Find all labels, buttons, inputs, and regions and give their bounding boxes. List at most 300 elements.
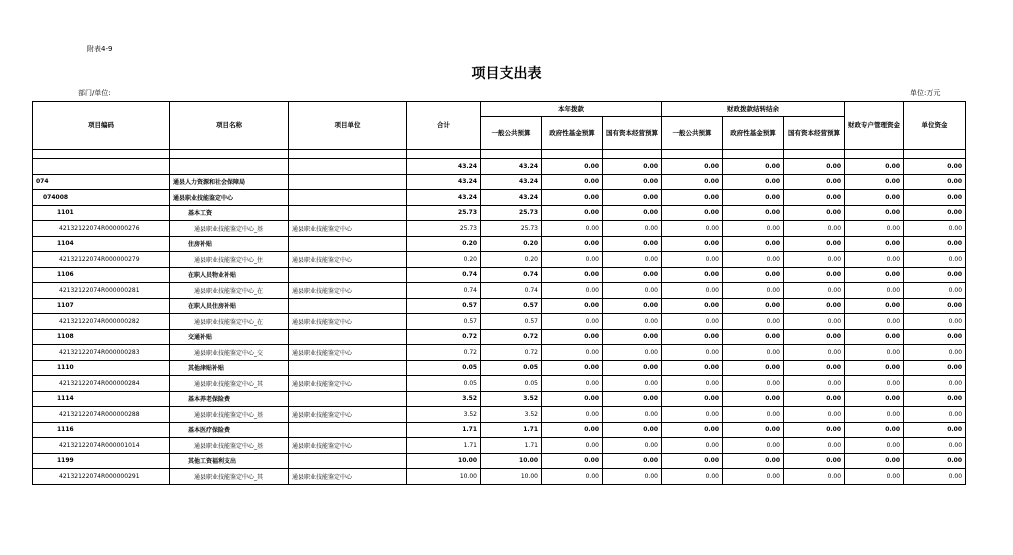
project-name-cell: 住房补贴	[170, 236, 289, 252]
amount-cell: 0.00	[723, 252, 784, 268]
amount-cell: 0.00	[662, 407, 723, 423]
amount-cell: 0.00	[904, 407, 966, 423]
amount-cell: 0.57	[481, 314, 542, 330]
amount-cell: 0.00	[784, 438, 845, 454]
amount-cell: 0.00	[723, 314, 784, 330]
page-title: 项目支出表	[471, 66, 542, 82]
amount-cell: 0.00	[723, 205, 784, 221]
amount-cell	[662, 150, 723, 159]
project-name-cell: 其他津贴补贴	[170, 360, 289, 376]
project-code-cell: 42132122074R000000279	[33, 252, 170, 268]
amount-cell: 0.00	[784, 360, 845, 376]
amount-cell: 0.00	[542, 345, 603, 361]
amount-cell: 0.00	[904, 469, 966, 485]
amount-cell: 0.00	[603, 391, 662, 407]
project-code-cell: 42132122074R000001014	[33, 438, 170, 454]
table-row	[33, 150, 966, 159]
amount-cell: 0.00	[904, 360, 966, 376]
amount-cell: 0.00	[603, 360, 662, 376]
amount-cell: 43.24	[481, 190, 542, 206]
amount-cell: 0.74	[407, 267, 481, 283]
amount-cell: 0.05	[407, 360, 481, 376]
amount-cell: 0.00	[662, 190, 723, 206]
amount-cell: 0.00	[603, 438, 662, 454]
amount-cell: 0.00	[603, 236, 662, 252]
header-sub: 国有资本经营预算	[784, 117, 845, 150]
table-row	[33, 236, 966, 252]
project-code-cell: 42132122074R000000283	[33, 345, 170, 361]
project-code-cell: 1110	[33, 360, 170, 376]
amount-cell: 0.72	[481, 345, 542, 361]
amount-cell: 0.00	[662, 422, 723, 438]
header-carryover: 财政拨款结转结余	[662, 102, 845, 117]
amount-cell	[904, 150, 966, 159]
header-own-fund: 单位资金	[904, 102, 966, 150]
amount-cell: 0.00	[662, 221, 723, 237]
project-code-cell: 42132122074R000000282	[33, 314, 170, 330]
amount-cell: 0.00	[662, 314, 723, 330]
amount-cell: 0.00	[662, 267, 723, 283]
amount-cell: 0.00	[784, 345, 845, 361]
amount-cell: 0.00	[662, 329, 723, 345]
amount-cell: 0.00	[662, 174, 723, 190]
amount-cell: 0.00	[904, 391, 966, 407]
amount-cell: 0.00	[784, 190, 845, 206]
amount-cell: 0.00	[723, 298, 784, 314]
header-name: 项目名称	[170, 102, 289, 150]
project-name-cell: 通县职业技能鉴定中心_其	[170, 376, 289, 392]
header-sub: 国有资本经营预算	[603, 117, 662, 150]
amount-cell: 0.00	[542, 174, 603, 190]
project-code-cell: 1104	[33, 236, 170, 252]
amount-cell: 0.00	[603, 205, 662, 221]
amount-cell: 0.00	[542, 469, 603, 485]
amount-cell: 0.00	[542, 407, 603, 423]
project-code-cell	[33, 150, 170, 159]
amount-cell: 0.00	[904, 221, 966, 237]
amount-cell: 0.00	[845, 453, 904, 469]
amount-cell: 0.00	[904, 329, 966, 345]
amount-cell: 0.00	[542, 252, 603, 268]
project-code-cell: 1114	[33, 391, 170, 407]
amount-cell: 0.00	[845, 391, 904, 407]
project-code-cell: 1107	[33, 298, 170, 314]
amount-cell: 1.71	[481, 422, 542, 438]
amount-cell: 0.00	[603, 190, 662, 206]
amount-cell: 0.00	[784, 174, 845, 190]
amount-cell: 0.00	[784, 159, 845, 175]
amount-cell: 0.00	[784, 252, 845, 268]
project-name-cell: 通县职业技能鉴定中心_基	[170, 438, 289, 454]
amount-cell: 0.00	[784, 298, 845, 314]
project-name-cell: 通县职业技能鉴定中心_在	[170, 314, 289, 330]
amount-cell: 1.71	[481, 438, 542, 454]
project-code-cell: 1101	[33, 205, 170, 221]
amount-cell: 0.00	[542, 376, 603, 392]
amount-cell: 0.00	[845, 190, 904, 206]
amount-cell: 0.00	[603, 267, 662, 283]
amount-cell: 0.00	[603, 345, 662, 361]
project-name-cell: 通县职业技能鉴定中心_交	[170, 345, 289, 361]
amount-cell: 0.00	[723, 221, 784, 237]
project-unit-cell: 通县职业技能鉴定中心	[289, 345, 407, 361]
project-name-cell: 通县职业技能鉴定中心_其	[170, 469, 289, 485]
project-code-cell: 42132122074R000000276	[33, 221, 170, 237]
amount-cell: 0.00	[662, 298, 723, 314]
amount-cell: 0.00	[904, 345, 966, 361]
project-code-cell: 42132122074R000000284	[33, 376, 170, 392]
project-unit-cell	[289, 391, 407, 407]
amount-cell: 0.00	[542, 159, 603, 175]
amount-cell: 0.00	[845, 267, 904, 283]
project-unit-cell	[289, 190, 407, 206]
amount-cell	[845, 150, 904, 159]
project-name-cell: 在职人员住房补贴	[170, 298, 289, 314]
project-unit-cell: 通县职业技能鉴定中心	[289, 407, 407, 423]
project-code-cell: 42132122074R000000281	[33, 283, 170, 299]
table-row	[33, 360, 966, 376]
project-code-cell: 1108	[33, 329, 170, 345]
amount-cell: 0.00	[784, 422, 845, 438]
project-unit-cell: 通县职业技能鉴定中心	[289, 438, 407, 454]
table-row	[33, 453, 966, 469]
amount-cell: 25.73	[481, 205, 542, 221]
amount-cell: 0.00	[542, 422, 603, 438]
header-total: 合计	[407, 102, 481, 150]
unit-label: 单位:万元	[910, 89, 941, 97]
amount-cell: 0.00	[784, 329, 845, 345]
amount-cell	[407, 150, 481, 159]
table-row	[33, 283, 966, 299]
amount-cell: 0.20	[481, 236, 542, 252]
project-unit-cell	[289, 267, 407, 283]
table-row	[33, 438, 966, 454]
amount-cell	[784, 150, 845, 159]
project-unit-cell	[289, 329, 407, 345]
table-row	[33, 221, 966, 237]
table-row	[33, 376, 966, 392]
table-row	[33, 314, 966, 330]
amount-cell: 0.00	[845, 422, 904, 438]
project-name-cell: 通县职业技能鉴定中心_在	[170, 283, 289, 299]
amount-cell: 0.00	[904, 376, 966, 392]
amount-cell: 0.00	[784, 469, 845, 485]
amount-cell: 0.00	[542, 329, 603, 345]
amount-cell: 0.20	[481, 252, 542, 268]
amount-cell: 3.52	[481, 391, 542, 407]
amount-cell	[723, 150, 784, 159]
project-unit-cell	[289, 159, 407, 175]
amount-cell: 0.20	[407, 252, 481, 268]
project-code-cell: 42132122074R000000288	[33, 407, 170, 423]
amount-cell: 0.74	[481, 267, 542, 283]
amount-cell: 0.00	[784, 314, 845, 330]
amount-cell: 10.00	[481, 469, 542, 485]
amount-cell: 0.00	[845, 205, 904, 221]
amount-cell: 0.00	[603, 252, 662, 268]
project-unit-cell: 通县职业技能鉴定中心	[289, 283, 407, 299]
amount-cell: 0.00	[845, 252, 904, 268]
amount-cell: 10.00	[481, 453, 542, 469]
amount-cell: 0.00	[723, 376, 784, 392]
project-unit-cell: 通县职业技能鉴定中心	[289, 221, 407, 237]
amount-cell: 0.00	[662, 345, 723, 361]
project-code-cell: 1116	[33, 422, 170, 438]
project-code-cell: 1199	[33, 453, 170, 469]
amount-cell: 3.52	[407, 407, 481, 423]
amount-cell: 0.72	[481, 329, 542, 345]
amount-cell: 0.00	[904, 283, 966, 299]
amount-cell: 43.24	[481, 159, 542, 175]
amount-cell: 0.00	[904, 453, 966, 469]
project-unit-cell	[289, 360, 407, 376]
amount-cell: 0.00	[845, 314, 904, 330]
amount-cell: 0.00	[542, 453, 603, 469]
amount-cell	[542, 150, 603, 159]
amount-cell: 0.00	[723, 190, 784, 206]
amount-cell: 0.00	[603, 314, 662, 330]
project-unit-cell	[289, 150, 407, 159]
amount-cell: 0.00	[784, 376, 845, 392]
amount-cell: 3.52	[481, 407, 542, 423]
project-name-cell	[170, 159, 289, 175]
project-name-cell: 其他工资福利支出	[170, 453, 289, 469]
header-sub: 政府性基金预算	[542, 117, 603, 150]
amount-cell: 0.00	[542, 283, 603, 299]
amount-cell: 0.00	[542, 298, 603, 314]
table-row	[33, 267, 966, 283]
amount-cell: 0.00	[662, 205, 723, 221]
amount-cell: 0.00	[845, 329, 904, 345]
amount-cell: 0.00	[904, 190, 966, 206]
amount-cell: 0.05	[407, 376, 481, 392]
amount-cell: 0.00	[784, 221, 845, 237]
project-unit-cell	[289, 298, 407, 314]
amount-cell: 0.00	[662, 159, 723, 175]
amount-cell: 43.24	[407, 174, 481, 190]
amount-cell: 0.00	[723, 469, 784, 485]
amount-cell: 0.74	[407, 283, 481, 299]
amount-cell: 25.73	[407, 221, 481, 237]
amount-cell: 0.00	[603, 329, 662, 345]
amount-cell: 0.00	[904, 298, 966, 314]
amount-cell: 0.00	[542, 190, 603, 206]
amount-cell: 0.00	[662, 236, 723, 252]
amount-cell: 43.24	[407, 159, 481, 175]
amount-cell: 0.00	[603, 469, 662, 485]
amount-cell: 0.00	[904, 438, 966, 454]
amount-cell: 0.74	[481, 283, 542, 299]
header-sub: 一般公共预算	[481, 117, 542, 150]
project-name-cell: 基本工资	[170, 205, 289, 221]
amount-cell: 0.00	[845, 159, 904, 175]
amount-cell: 0.00	[845, 174, 904, 190]
table-row	[33, 391, 966, 407]
amount-cell: 0.00	[723, 159, 784, 175]
amount-cell: 0.00	[904, 422, 966, 438]
amount-cell: 0.00	[904, 252, 966, 268]
project-unit-cell	[289, 205, 407, 221]
amount-cell: 0.00	[904, 174, 966, 190]
project-name-cell: 通县人力资源和社会保障局	[170, 174, 289, 190]
amount-cell: 0.00	[784, 407, 845, 423]
amount-cell: 0.00	[662, 360, 723, 376]
amount-cell: 0.00	[784, 236, 845, 252]
amount-cell: 0.00	[845, 376, 904, 392]
amount-cell: 0.00	[662, 376, 723, 392]
amount-cell: 0.00	[603, 283, 662, 299]
amount-cell: 0.00	[845, 236, 904, 252]
project-code-cell	[33, 159, 170, 175]
amount-cell: 0.00	[784, 267, 845, 283]
header-unit: 项目单位	[289, 102, 407, 150]
table-row	[33, 329, 966, 345]
amount-cell: 0.00	[723, 267, 784, 283]
amount-cell: 0.00	[723, 329, 784, 345]
amount-cell: 0.00	[662, 453, 723, 469]
amount-cell: 0.00	[603, 174, 662, 190]
header-special-fund: 财政专户管理资金	[845, 102, 904, 150]
amount-cell: 25.73	[481, 221, 542, 237]
annex-label: 附表4-9	[87, 45, 113, 53]
table-row	[33, 252, 966, 268]
amount-cell: 0.20	[407, 236, 481, 252]
amount-cell: 0.00	[845, 298, 904, 314]
amount-cell: 43.24	[407, 190, 481, 206]
project-code-cell: 074	[33, 174, 170, 190]
amount-cell: 0.00	[542, 267, 603, 283]
amount-cell	[481, 150, 542, 159]
amount-cell: 0.57	[407, 314, 481, 330]
amount-cell: 0.00	[723, 407, 784, 423]
project-name-cell	[170, 150, 289, 159]
table-row	[33, 190, 966, 206]
project-code-cell: 42132122074R000000291	[33, 469, 170, 485]
amount-cell: 0.00	[542, 205, 603, 221]
project-name-cell: 基本养老保险费	[170, 391, 289, 407]
amount-cell: 0.00	[784, 283, 845, 299]
project-expenditure-table	[32, 101, 966, 485]
amount-cell: 0.00	[723, 283, 784, 299]
amount-cell: 0.72	[407, 329, 481, 345]
amount-cell: 0.00	[784, 453, 845, 469]
amount-cell: 0.57	[407, 298, 481, 314]
amount-cell: 0.00	[603, 159, 662, 175]
amount-cell: 0.00	[723, 438, 784, 454]
amount-cell: 0.00	[723, 174, 784, 190]
amount-cell: 0.00	[845, 221, 904, 237]
amount-cell: 0.00	[904, 236, 966, 252]
amount-cell: 3.52	[407, 391, 481, 407]
amount-cell: 43.24	[481, 174, 542, 190]
project-unit-cell: 通县职业技能鉴定中心	[289, 314, 407, 330]
amount-cell: 0.00	[845, 345, 904, 361]
amount-cell: 0.00	[904, 314, 966, 330]
amount-cell: 1.71	[407, 438, 481, 454]
table-row	[33, 298, 966, 314]
amount-cell: 0.00	[723, 391, 784, 407]
project-name-cell: 交通补贴	[170, 329, 289, 345]
amount-cell: 0.05	[481, 376, 542, 392]
project-name-cell: 通县职业技能鉴定中心_住	[170, 252, 289, 268]
amount-cell: 1.71	[407, 422, 481, 438]
project-name-cell: 基本医疗保险费	[170, 422, 289, 438]
table-row	[33, 174, 966, 190]
amount-cell: 0.00	[662, 469, 723, 485]
amount-cell: 0.00	[542, 391, 603, 407]
project-unit-cell	[289, 422, 407, 438]
amount-cell: 0.00	[542, 360, 603, 376]
amount-cell: 0.00	[603, 407, 662, 423]
amount-cell: 0.00	[845, 283, 904, 299]
amount-cell: 0.00	[662, 438, 723, 454]
project-name-cell: 通县职业技能鉴定中心_基	[170, 407, 289, 423]
amount-cell: 0.00	[542, 221, 603, 237]
project-unit-cell	[289, 174, 407, 190]
table-body	[33, 150, 966, 485]
project-name-cell: 在职人员物业补贴	[170, 267, 289, 283]
project-unit-cell	[289, 453, 407, 469]
amount-cell: 0.00	[723, 422, 784, 438]
amount-cell: 0.00	[845, 438, 904, 454]
project-unit-cell	[289, 236, 407, 252]
amount-cell: 0.00	[662, 283, 723, 299]
amount-cell: 0.00	[542, 236, 603, 252]
table-row	[33, 407, 966, 423]
project-unit-cell: 通县职业技能鉴定中心	[289, 252, 407, 268]
project-name-cell: 通县职业技能鉴定中心	[170, 190, 289, 206]
project-unit-cell: 通县职业技能鉴定中心	[289, 469, 407, 485]
amount-cell: 0.00	[845, 469, 904, 485]
amount-cell: 0.72	[407, 345, 481, 361]
project-code-cell: 074008	[33, 190, 170, 206]
amount-cell: 10.00	[407, 453, 481, 469]
amount-cell: 0.00	[662, 252, 723, 268]
amount-cell: 0.00	[904, 205, 966, 221]
amount-cell: 0.57	[481, 298, 542, 314]
amount-cell: 0.00	[542, 314, 603, 330]
amount-cell: 10.00	[407, 469, 481, 485]
table-row	[33, 469, 966, 485]
amount-cell: 0.00	[723, 360, 784, 376]
table-row	[33, 345, 966, 361]
amount-cell: 0.00	[603, 298, 662, 314]
project-code-cell: 1106	[33, 267, 170, 283]
amount-cell: 0.00	[603, 376, 662, 392]
header-current-year: 本年拨款	[481, 102, 662, 117]
amount-cell: 0.00	[603, 453, 662, 469]
amount-cell: 25.73	[407, 205, 481, 221]
amount-cell: 0.00	[784, 391, 845, 407]
department-label: 部门/单位:	[78, 89, 111, 97]
table-row	[33, 205, 966, 221]
amount-cell: 0.00	[904, 267, 966, 283]
amount-cell: 0.00	[845, 407, 904, 423]
header-sub: 一般公共预算	[662, 117, 723, 150]
amount-cell: 0.00	[723, 236, 784, 252]
amount-cell: 0.00	[662, 391, 723, 407]
amount-cell: 0.00	[603, 422, 662, 438]
amount-cell: 0.00	[542, 438, 603, 454]
amount-cell: 0.00	[723, 453, 784, 469]
header-sub: 政府性基金预算	[723, 117, 784, 150]
amount-cell: 0.00	[723, 345, 784, 361]
header-code: 项目编码	[33, 102, 170, 150]
amount-cell: 0.00	[784, 205, 845, 221]
table-row	[33, 159, 966, 175]
amount-cell	[603, 150, 662, 159]
project-unit-cell: 通县职业技能鉴定中心	[289, 376, 407, 392]
